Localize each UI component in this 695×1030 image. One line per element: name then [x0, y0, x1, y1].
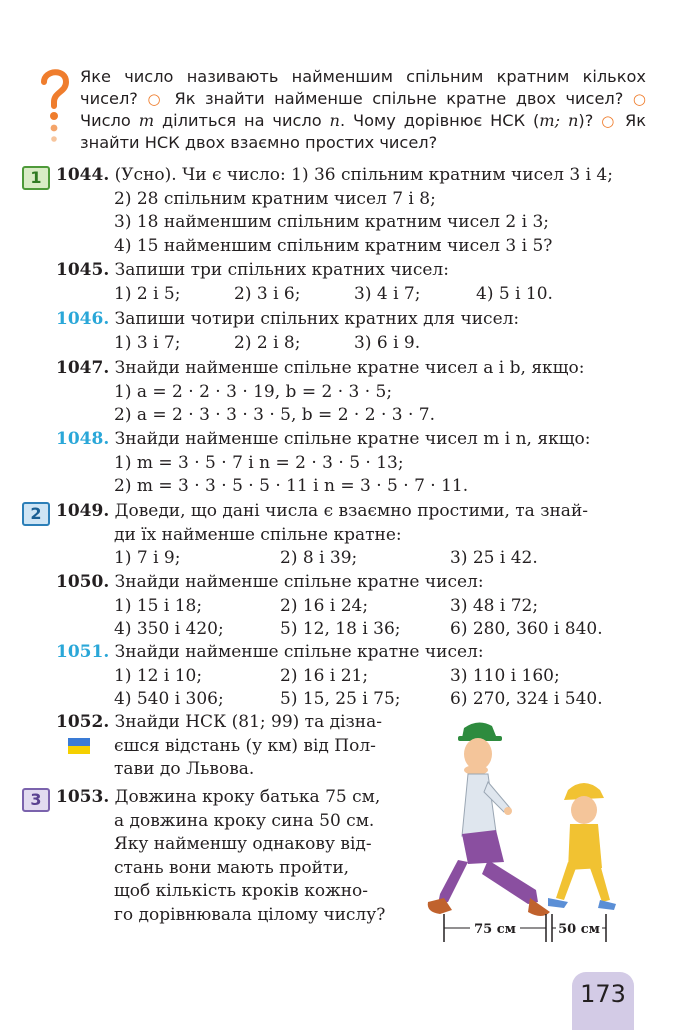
- exercise-item: 3) 6 і 9.: [354, 332, 421, 353]
- exercise-line: 2) a = 2 · 3 · 3 · 3 · 5, b = 2 · 2 · 3 · 7.: [114, 405, 436, 425]
- question-3-n: n: [329, 111, 340, 130]
- level-2-badge: 2: [22, 502, 50, 526]
- exercise-line: 2) m = 3 · 3 · 5 · 5 · 11 і n = 3 · 5 · 7 · 11.: [114, 476, 469, 496]
- exercise-1049: [56, 500, 646, 571]
- exercise-text: Знайди найменше спільне кратне чисел a і b, якщо:: [114, 358, 585, 378]
- exercise-item: 5) 15, 25 і 75;: [280, 689, 401, 709]
- exercise-1051: [56, 641, 646, 712]
- level-3-badge: 3: [22, 788, 50, 812]
- exercise-text: Доведи, що дані числа є взаємно простими, та знай-: [114, 501, 589, 521]
- review-questions: [80, 66, 646, 154]
- exercise-1048: [56, 428, 646, 499]
- exercise-text: Знайди найменше спільне кратне чисел m і n, якщо:: [114, 429, 591, 449]
- exercise-1045: [56, 259, 646, 306]
- exercise-item: 3) 25 і 42.: [450, 548, 538, 568]
- exercise-number: 1051.: [56, 642, 110, 662]
- exercise-line: а довжина кроку сина 50 см.: [114, 810, 375, 831]
- exercise-item: 3) 4 і 7;: [354, 283, 421, 304]
- exercise-line: 1) a = 2 · 2 · 3 · 19, b = 2 · 3 · 5;: [114, 381, 393, 402]
- exercise-item: 1) 3 і 7;: [114, 332, 181, 353]
- exercise-line: 3) 18 найменшим спільним кратним чисел 2 і 3;: [114, 212, 549, 232]
- exercise-line: го дорівнювала цілому числу?: [114, 904, 386, 925]
- exercise-1044: [56, 164, 646, 258]
- exercise-line: 1) m = 3 · 5 · 7 і n = 2 · 3 · 5 · 13;: [114, 452, 404, 473]
- exercise-text: Запиши чотири спільних кратних для чисел:: [114, 309, 520, 329]
- exercise-text: Довжина кроку батька 75 см,: [114, 787, 381, 807]
- exercise-item: 2) 3 і 6;: [234, 283, 301, 304]
- exercise-number: 1049.: [56, 501, 110, 521]
- exercise-line: стань вони мають пройти,: [114, 857, 350, 878]
- father-son-walking-illustration: [418, 712, 618, 952]
- exercise-item: 6) 270, 324 і 540.: [450, 689, 603, 709]
- exercise-line: 2) 28 спільним кратним чисел 7 і 8;: [114, 188, 436, 209]
- question-3-mn: m; n: [539, 111, 579, 130]
- exercise-1046: [56, 308, 646, 355]
- exercise-line: Яку найменшу однакову від-: [114, 834, 372, 854]
- exercise-line: щоб кількість кроків кожно-: [114, 881, 369, 901]
- exercise-line: єшся відстань (у км) від Пол-: [114, 735, 376, 756]
- exercise-item: 1) 12 і 10;: [114, 665, 203, 686]
- exercise-number: 1045.: [56, 260, 110, 280]
- son-figure: [548, 783, 616, 910]
- exercise-item: 2) 2 і 8;: [234, 332, 301, 353]
- exercise-line: ди їх найменше спільне кратне:: [114, 524, 402, 545]
- exercise-item: 5) 12, 18 і 36;: [280, 619, 401, 639]
- page-number: 173: [580, 980, 626, 1008]
- exercise-item: 4) 5 і 10.: [476, 283, 553, 304]
- exercise-text: Знайди НСК (81; 99) та дізна-: [114, 712, 383, 732]
- exercise-item: 2) 16 і 21;: [280, 665, 369, 686]
- level-1-badge: 1: [22, 166, 50, 190]
- exercise-1053: [56, 786, 416, 927]
- exercise-number: 1048.: [56, 429, 110, 449]
- circle-separator-icon: ○: [147, 90, 165, 108]
- exercise-line: тави до Львова.: [114, 759, 255, 779]
- exercise-item: 1) 7 і 9;: [114, 548, 181, 568]
- question-1: Яке число називають найменшим спільним кратним кількох чисел?: [80, 67, 646, 108]
- exercise-number: 1044.: [56, 165, 110, 185]
- question-3e: )?: [578, 111, 594, 130]
- question-2: Як знайти найменше спільне кратне двох чисел?: [174, 89, 624, 108]
- question-4: Як знайти НСК двох взаємно простих чисел?: [80, 111, 647, 152]
- question-3-m: m: [138, 111, 155, 130]
- exercise-item: 6) 280, 360 і 840.: [450, 619, 603, 639]
- exercise-text: Знайди найменше спільне кратне чисел:: [114, 572, 484, 592]
- exercise-1047: [56, 357, 646, 428]
- exercise-item: 1) 2 і 5;: [114, 283, 181, 304]
- exercise-number: 1053.: [56, 787, 110, 807]
- father-figure: [428, 722, 550, 916]
- exercise-item: 2) 16 і 24;: [280, 595, 369, 616]
- exercise-line: 4) 15 найменшим спільним кратним чисел 3 і 5?: [114, 235, 553, 256]
- exercise-item: 4) 540 і 306;: [114, 689, 224, 709]
- question-3a: Число: [80, 111, 131, 130]
- exercise-text: Знайди найменше спільне кратне чисел:: [114, 642, 484, 662]
- exercise-item: 1) 15 і 18;: [114, 595, 203, 616]
- question-3b: ділиться на число: [161, 111, 322, 130]
- question-mark-icon: [34, 66, 74, 146]
- father-step-label: 75 см: [474, 922, 516, 937]
- exercise-item: 2) 8 і 39;: [280, 548, 358, 568]
- exercise-number: 1046.: [56, 309, 110, 329]
- exercise-number: 1047.: [56, 358, 110, 378]
- exercise-number: 1052.: [56, 712, 110, 732]
- exercise-1050: [56, 571, 646, 642]
- circle-separator-icon: ○: [601, 112, 618, 130]
- exercise-1052: [56, 711, 416, 782]
- son-step-label: 50 см: [558, 922, 600, 937]
- circle-separator-icon: ○: [632, 90, 646, 108]
- question-3c: . Чому дорівнює НСК (: [339, 111, 540, 130]
- exercise-item: 4) 350 і 420;: [114, 619, 224, 639]
- exercise-text: Запиши три спільних кратних чисел:: [114, 260, 449, 280]
- exercise-number: 1050.: [56, 572, 110, 592]
- exercise-text: (Усно). Чи є число: 1) 36 спільним кратним чисел 3 і 4;: [114, 165, 613, 185]
- exercise-item: 3) 110 і 160;: [450, 665, 560, 686]
- exercise-item: 3) 48 і 72;: [450, 595, 539, 616]
